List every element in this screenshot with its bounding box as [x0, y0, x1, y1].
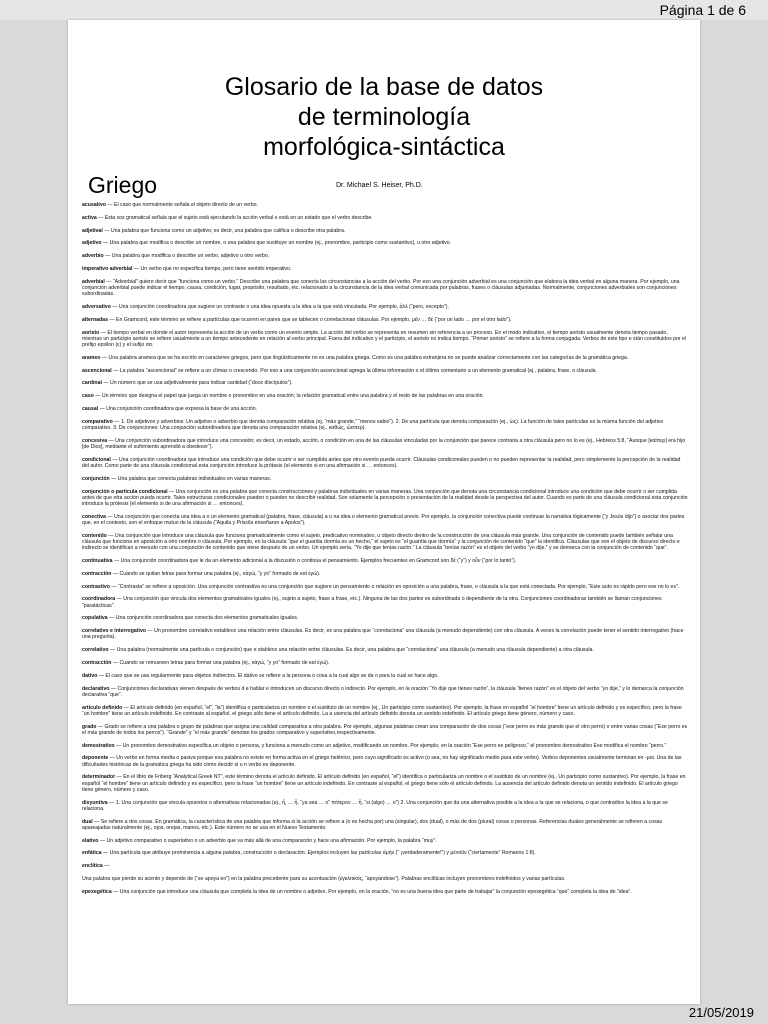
glossary-term: caso [82, 393, 94, 400]
glossary-term: adverbial [82, 278, 105, 285]
glossary-entry [82, 380, 688, 386]
glossary-definition: — Un pronombre demostrativo especifica un objeto o persona, y funciona a menudo como un adjetivo, modificando un nombre. Por ejemplo, en la oración “Ese perro es peligroso,” el pronombre demostrativo Ese modifica el nombre “perro.” [114, 742, 667, 749]
glossary-term: condicional [82, 456, 111, 463]
glossary-term: demostrativo [82, 742, 115, 749]
glossary-entry [82, 228, 688, 234]
glossary-definition: — Una conjunción coordinadora que sugiere un contraste o una idea opuesta a la idea a la que está vinculada. Por ejemplo, ἀλλ (“pero, excepto”). [110, 303, 449, 310]
glossary-term: conjunción o partícula condicional [82, 488, 168, 495]
glossary-entry [82, 476, 688, 482]
glossary-definition: — Una conjunción que vincula dos elementos gramaticales iguales (ej., sujeto a sujeto, frase a frase, etc.). Ninguna de las dos partes es subordinada o dependiente de la otra. Conjunciones coordinadoras también se llaman conjunciones “paratácticas”. [82, 596, 662, 609]
viewer-header [0, 0, 768, 20]
glossary-entry [82, 838, 688, 844]
glossary-entry [82, 438, 688, 450]
glossary-term: adjetivo [82, 240, 102, 247]
glossary-entries [82, 202, 688, 902]
glossary-entry [82, 743, 688, 749]
title-line: morfológica-sintáctica [263, 133, 505, 161]
glossary-term: deponente [82, 755, 109, 762]
glossary-definition: — “Contrasta” se refiere a oposición. Una conjunción contrastiva es una conjunción que sugiere un pensamiento o relación en oposición a una palabra, frase, o cláusula a la que está conectada. Por ejemplo, “Este auto es rápido pero ese no lo es”. [109, 583, 680, 590]
glossary-entry [82, 673, 688, 679]
glossary-term: ascencional [82, 367, 112, 374]
glossary-entry [82, 584, 688, 590]
glossary-term: concesiva [82, 437, 108, 444]
glossary-term: conectiva [82, 513, 106, 520]
glossary-definition: — Una conjunción coordinadora que expresa la base de una acción. [98, 405, 258, 412]
glossary-term: contracción [82, 659, 112, 666]
glossary-entry [82, 393, 688, 399]
glossary-term: dativo [82, 672, 98, 679]
glossary-definition: — Grado se refiere a una palabra o grupo de palabras que asigna una calidad comparativa a otra palabra. Por ejemplo, algunas palabras crean una comparación de dos cosas (“ese perro es más grande que el otro perro) o entre varias cosas (“Ese perro es el más grande de todos los perros”). “Grande” y “el más grande” denotan los grados comparativo y superlativo,respectivamente. [82, 723, 688, 736]
glossary-term: arameo [82, 354, 101, 361]
glossary-entry [82, 317, 688, 323]
glossary-entry [82, 533, 688, 552]
glossary-definition: — 1. Una conjunción que vincula opuestos o alternativas relacionadas (ej., ἤ, … ἤ, “ya sea … o” πότερον … ἤ, “si (algo) … o”) 2. Una conjunción que da una alternativa posible a la idea a la que se relaciona, o que contradice la idea a la que se relaciona. [82, 799, 668, 812]
glossary-entry [82, 876, 688, 882]
glossary-term: adverbio [82, 253, 104, 260]
glossary-term: epexegética [82, 888, 112, 895]
document-title [68, 72, 700, 162]
glossary-entry [82, 279, 688, 298]
glossary-definition: — Una conjunción coordinadora que le da un elemento adicional a la discusión o continúa el pensamiento. Ejemplos frecuentes en Gramcord son δέ (“y”) y οὖν (“por lo tanto”). [112, 557, 517, 564]
glossary-term: correlativo e interrogativo [82, 628, 146, 635]
glossary-definition: — Conjunciones declarativas vienen después de verbos d e hablar e introducen un discurso directo o indirecto. Por ejemplo, en la oración “Yo dije que tienes razón”, la cláusula “tienes razón” es el objeto del verbo “yo dije,” y lo demarca la conjunción declarativa “que”. [82, 685, 684, 698]
glossary-term: enfática [82, 850, 102, 857]
glossary-entry [82, 755, 688, 767]
glossary-term: acusativo [82, 202, 106, 208]
glossary-term: adjetival [82, 227, 103, 234]
glossary-term: coordinadora [82, 596, 116, 603]
glossary-term: contracción [82, 570, 112, 577]
glossary-entry [82, 705, 688, 717]
glossary-term: disyuntiva [82, 799, 108, 806]
glossary-definition: — Un verbo que no especifica tiempo, pero tiene sentido imperativo. [132, 265, 292, 272]
glossary-definition: — El tiempo verbal en donde el autor representa la acción de un verbo como un evento simple. La acción del verbo se representa en resumen sin referencia a un proceso. En el modo indicativo, el tiempo aoristo usualmente denota tiempo pasado, mientras un participio aoristo se refiere usualmente a un tiempo antecedente en relación al verbo principal. Fuera del indicativo y el participio, el aoristo no indica tiempo. “Primer aoristo” se refiere a la forma conjugada. Verbos de este tipo e stán constituidos por el prefijo epsilon (ε) y el sufijo σα. [82, 329, 687, 348]
glossary-entry [82, 800, 688, 812]
glossary-entry [82, 558, 688, 564]
glossary-term: continuativa [82, 557, 113, 564]
glossary-definition: — 1. De adjetivos y adverbios: Un adjetivo o adverbio que denota comparación relativa (ej, “más grande,” “menos sabio”). 2. De una partícula que denota comparación (ej., ὡς). La función de tales partículas es la misma función del adjetivo comparativo. 3. De conjunciones: Una conjunción subordinadora que denota una comparación relativa (ej., καθώς, ὥσπερ). [82, 418, 664, 431]
glossary-entry [82, 724, 688, 736]
glossary-entry [82, 571, 688, 577]
glossary-entry [82, 240, 688, 246]
glossary-definition: — Una conjunción es una palabra que conecta construcciones y palabras individuales en varias maneras. Una conjunción que denota una circunstancia condicional introduce una condición que debe ocurrir o ser cumplida antes de que otra acción pueda ocurrir. Tales estructuras condicionales pueden o pueden no describir realidad. Son solamente la percepción o presentación de la realidad desde la perspectiva del autor. Cuando es parte de una cláusula condicional esta conjunción introduce la prótesis (el elemento si de una afirmación si … entonces). [82, 488, 688, 507]
glossary-definition: — Una conjunción coordinadora que conecta dos elementos gramaticales iguales. [107, 615, 299, 622]
glossary-definition: — El artículo definido (en español, “el”, “la”) identifica o particulariza un nombre o el sustituto de un nombre (ej., Un participio como sustantivo). Por ejemplo, la frase en español “el hombre” tiene un artículo definido y es específico, pero la frase “un hombre” tiene un artículo indefinido. En contraste al español, el griego sólo tiene el artículo definido. La a usencia del artículo definido denota un sentido indefinido. El artículo griego tiene género, número y caso. [82, 704, 682, 717]
glossary-definition: — En el libro de Friberg “Analytical Greek NT”, este término denota el artículo definido. El artículo definido (en español, “el”) identifica o particulariza un nombre o el sustituto de un nombre (ej., Un participio como sustantivo). Por ejemplo, la frase en español “el hombre” tiene un artículo definido y es específico, pero la frase “un hombre” tiene un artículo indefinido. En contraste al español, el griego tiene sólo el artículo definido. La ausencia del artículo definido denota un sentido indefinido. El artículo griego tiene género, número y caso. [82, 774, 686, 793]
glossary-term: cardinal [82, 380, 102, 387]
glossary-definition: — Una conjunción que introduce una cláusula que funciona gramaticalmente como el sujeto, predicativo nominativo, u objeto directo dentro de la construcción de una cláusula más grande. Una conjunción de contenido puede también señalar una cláusula que funciona en aposición a otro nombre o cláusula. Por ejemplo, en la cláusula “que el guardia dormía es un hecho,” el sujeto es “el guardia que dormía” y la conjunción de contenido “que” la identifica. Cláusulas que son el objeto de discurso directo e indirecto se identifican a menudo con una conjunción de contenido que viene después de un verbo. Un ejemplo sería, “Yo dije que tenías razón.” La cláusula “tenías razón” es el objeto del verbo “yo dije,” y se demarca con la conjunción de contenido “que”. [82, 532, 680, 552]
glossary-entry [82, 596, 688, 608]
glossary-entry [82, 660, 688, 666]
glossary-term: grado [82, 723, 97, 730]
glossary-definition: — Una partícula que atribuye prominencia a alguna palabra, construcción o declaración. Ejemplos incluyen las partículas ἀμήν (“ ¡verdaderamente!”) y μένοῦν (“ciertamente” Romanos 1:8). [101, 850, 536, 857]
glossary-term: artículo definido [82, 704, 123, 711]
glossary-entry [82, 253, 688, 259]
glossary-definition: Una palabra que pierde su acento y depende de (“se apoya en”) en la palabra precedente para su acentuación (ἐγκλιτικός, “apoyándose”). Palabras enclíticas incluyen pronombres indefinidos y varias partículas. [82, 875, 566, 882]
glossary-entry [82, 266, 688, 272]
glossary-term: elativo [82, 837, 99, 844]
glossary-definition: — Una conjunción que introduce una cláusula que completa la idea de un nombre o adjetivo. Por ejemplo, en la oración, “no es una buena idea que parte de trabajar” la conjunción epexegética “que” completa la idea de “idea”. [111, 888, 632, 895]
glossary-definition: — Esta voz gramatical señala que el sujeto está ejecutando la acción verbal o está en un estado que el verbo describe. [96, 214, 373, 221]
glossary-term: contrastivo [82, 583, 110, 590]
glossary-term: imperativo adverbial [82, 265, 133, 272]
language-heading: Griego [88, 172, 158, 198]
glossary-definition: — Una palabra que conecta palabras individuales en varias maneras. [109, 475, 272, 482]
glossary-entry [82, 615, 688, 621]
glossary-definition: — “Adverbial” quiere decir que “funciona como un verbo.” Describe una palabra que conecta las circunstancias a la acción del verbo. Por eso una conjunción adverbial es una conjunción que elabora la idea verbal en alguna manera. Por ejemplo, una conjunción adverbial puede indicar el tiempo, causa, condición, lugar, propósito, resultado, etc. relacionado a la circunstancia de la idea verbal comunicada por palabras, frases o cláusulas adjuntadas. Normalmente, conjunciones adverbiales son conjunciones subordinadas. [82, 278, 680, 298]
page-indicator: Página 1 de 6 [659, 2, 746, 18]
glossary-definition: — Una palabra (normalmente una partícula o conjunción) que e stablece una relación entre cláusulas. Es decir, una palabra que “correlaciona” una cláusula (a menudo una cláusula dependiente) a otra cláusula. [108, 647, 594, 654]
glossary-term: aoristo [82, 329, 100, 336]
glossary-entry [82, 863, 688, 869]
glossary-entry [82, 202, 688, 208]
glossary-definition: — Una palabra aramea que se ha escrito en caracteres griegos, pero que lingüísticamente no es una palabra griega. Como es una palabra extranjera no se puede analizar correctamente con las categorías de la gramática griega. [100, 354, 629, 361]
glossary-entry [82, 457, 688, 469]
glossary-definition: — El caso que normalmente señala el objeto directo de un verbo. [105, 202, 258, 208]
glossary-definition: — Cuando se quitan letras para formar una palabra (ej., κἀγώ, “y yo” formado de καί ἐγώ). [111, 570, 321, 577]
glossary-entry [82, 330, 688, 349]
glossary-entry [82, 819, 688, 831]
glossary-entry [82, 406, 688, 412]
glossary-term: contenido [82, 532, 107, 539]
glossary-entry [82, 368, 688, 374]
glossary-definition: — En Gramcord, este término se refiere a partículas que ocurren en pares que se tablecen o correlacionan cláusulas. Por ejemplo, μέν … δέ (“por un lado … por el otro lado”). [107, 316, 512, 323]
glossary-entry [82, 686, 688, 698]
glossary-entry [82, 304, 688, 310]
glossary-term: adversativo [82, 303, 111, 310]
glossary-entry [82, 355, 688, 361]
glossary-definition: — Un término que designa el papel que juega un nombre o pronombre en una oración; la relación gramatical entre una palabra y el resto de las palabras en una oración. [93, 393, 485, 400]
glossary-entry [82, 774, 688, 793]
glossary-definition: — Un verbo en forma media o pasiva porque esa palabra no existe en forma activa en el griego helénico, pero cuyo significado es activo (o sea, no hay significado medio para este verbo). Verbos deponentes usualmente terminan en -μαι. Una de las dificultades históricas de la gramática griega ha sido cómo decidir si u n verbo es deponente. [82, 755, 682, 768]
glossary-definition: — Una palabra que modifica o describe un nombre, o una palabra que sustituye un nombre (ej., pronombre, participio como sustantivo), u otro adjetivo. [101, 240, 452, 247]
glossary-term: correlativo [82, 647, 109, 654]
glossary-term: comparativo [82, 418, 113, 425]
glossary-definition: — [102, 863, 110, 870]
glossary-definition: — Un pronombre correlativo establece una relación entre cláusulas. Es decir, es una palabra que “correlaciona” una cláusula (a menudo dependiente) con otra cláusula. A veces la correlación puede tener el sentido interrogativo (hace una pregunta). [82, 628, 684, 641]
glossary-term: dual [82, 818, 93, 825]
glossary-definition: — Una palabra que funciona como un adjetivo; es decir, una palabra que califica o describe otra palabra. [102, 227, 346, 234]
footer-date: 21/05/2019 [688, 1005, 754, 1020]
glossary-definition: — Una palabra que modifica o describe un verbo, adjetivo u otro verbo. [103, 253, 270, 260]
title-line: Glosario de la base de datos [224, 73, 544, 101]
title-line: de terminología [297, 103, 471, 131]
glossary-definition: — Cuando se remueven letras para formar una palabra (ej., κἀγώ, “y yo” formado de καί ἐγώ). [111, 659, 330, 666]
glossary-entry [82, 419, 688, 431]
glossary-definition: — El caso que se usa regularmente para objetos indirectos. El dativo se refiere a la persona o cosa a la cual algo se da o para la cual se hace algo. [97, 672, 439, 679]
glossary-entry [82, 628, 688, 640]
glossary-term: determinador [82, 774, 116, 781]
glossary-definition: — Una conjunción coordinadora que introduce una condición que debe ocurrir o ser cumplida antes que otro evento pueda ocurrir. Cláusulas condicionales pueden o no pueden representar la realidad, pero simplemente la percepción de la realidad del autor. Como parte de una cláusula condicional esta conjunción introduce la prótasis (el elemento si en una afirmación si … entonces). [82, 456, 681, 469]
document-page [68, 20, 700, 1004]
glossary-entry [82, 489, 688, 508]
glossary-term: enclítica [82, 863, 103, 870]
glossary-definition: — Una conjunción que conecta una idea a o un elemento gramatical (palabra, frase, cláusula) a u na idea o elemento gramatical previo. Por ejemplo, la conjunción conectiva puede continuar la narrativa lógicamente (“y Jesús dijo”) o asociar dos partes que, en el contexto, son el enfoque mutuo de la cláusula (“Aquila y Priscila enseñaron a Apolos”). [82, 513, 685, 526]
glossary-entry [82, 514, 688, 526]
glossary-entry [82, 215, 688, 221]
glossary-term: conjunción [82, 475, 110, 482]
glossary-definition: — Un adjetivo comparativo o superlativo o un adverbio que va más allá de una comparación y hace una afirmación. Por ejemplo, la palabra “muy”. [98, 837, 437, 844]
glossary-definition: — La palabra “ascencional” se refiere a un clímax o crescendo. Por eso a una conjunción ascencional agrega la última información o el último comentario a un elemento gramatical (ej., palabra, frase, o cláusula. [111, 367, 597, 374]
glossary-definition: — Se refiere a dos cosas. En gramática, la característica de una palabra que informa si la acción se refiere a (o es hecha por) una (singular), dos (dual), o más de dos (plural) cosas o personas. Referencias duales generalmente se refieren a cosas apareajadas naturalmente (ej., ojos, orejas, manos, etc.). Este número no se usa en el Nuevo Testamento. [82, 818, 663, 831]
glossary-definition: — Una conjunción subordinadora que introduce una concesión; es decir, un estado, acción, o condición en una de las cláusulas vinculadas por la conjunción que parece contraria a otra cláusula pero no lo es (ej., Hebreos 5:8, “Aunque [καίπερ] era hijo [de Dios], mediante el sufrimiento aprendió a obedecer”). [82, 437, 686, 450]
glossary-term: copulativa [82, 615, 108, 622]
glossary-term: activa [82, 214, 97, 221]
glossary-term: causal [82, 405, 99, 412]
glossary-entry [82, 647, 688, 653]
glossary-definition: — Un número que se usa adjetivalmente para indicar cantidad (“doce discípulos”). [101, 380, 293, 387]
glossary-entry [82, 889, 688, 895]
glossary-term: declarativo [82, 685, 110, 692]
glossary-entry [82, 850, 688, 856]
glossary-term: alternadas [82, 316, 108, 323]
author-name: Dr. Michael S. Heiser, Ph.D. [336, 182, 423, 189]
